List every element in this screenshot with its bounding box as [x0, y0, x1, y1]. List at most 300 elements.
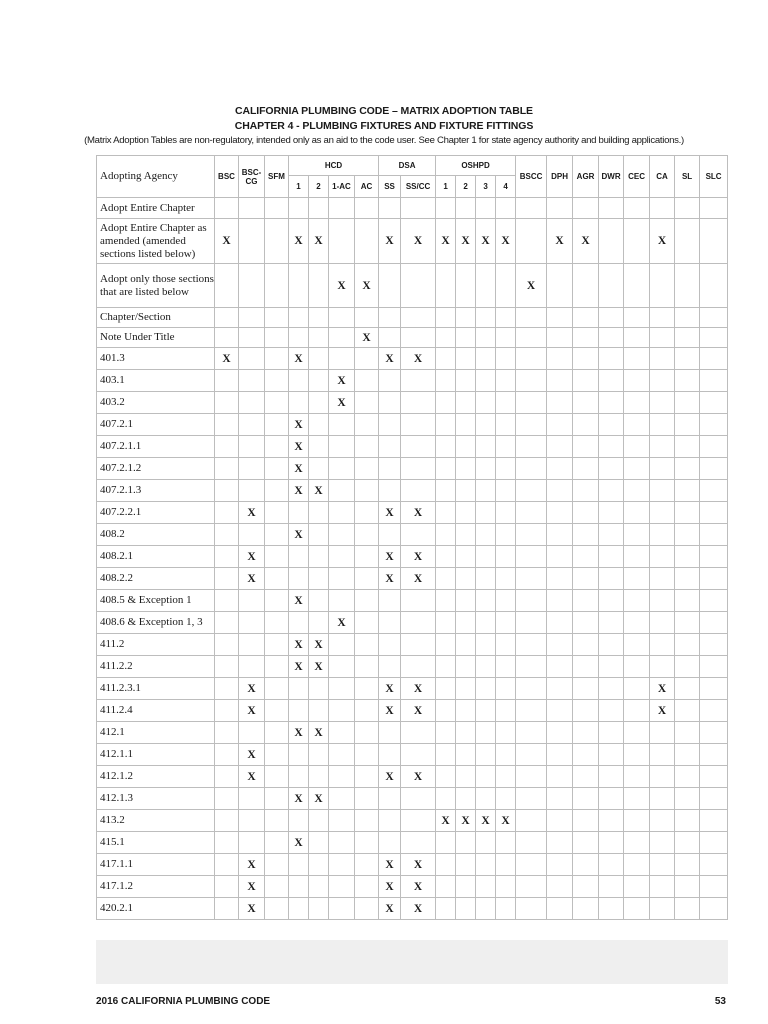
table-cell [329, 480, 355, 502]
table-cell [476, 590, 496, 612]
table-cell [289, 876, 309, 898]
table-row [97, 854, 728, 876]
table-cell [700, 634, 728, 656]
table-cell [599, 590, 624, 612]
table-cell [700, 546, 728, 568]
table-cell: X [401, 700, 436, 722]
table-cell: X [239, 898, 265, 920]
table-cell [401, 590, 436, 612]
page-title: CALIFORNIA PLUMBING CODE – MATRIX ADOPTION TABLE [235, 105, 533, 117]
table-cell [573, 898, 599, 920]
table-cell [650, 546, 675, 568]
table-cell: X [289, 458, 309, 480]
table-cell [355, 700, 379, 722]
table-cell: X [401, 502, 436, 524]
table-cell [599, 678, 624, 700]
table-cell [309, 700, 329, 722]
table-cell [650, 308, 675, 328]
table-cell [599, 458, 624, 480]
table-cell [675, 436, 700, 458]
row-label: 407.2.1.2 [97, 458, 215, 480]
table-cell [675, 219, 700, 264]
table-cell [624, 590, 650, 612]
table-cell [289, 700, 309, 722]
table-cell: X [379, 568, 401, 590]
table-cell: X [239, 766, 265, 788]
table-cell [675, 634, 700, 656]
table-cell: X [476, 219, 496, 264]
table-cell [624, 328, 650, 348]
table-cell [547, 700, 573, 722]
table-cell [675, 788, 700, 810]
table-cell: X [289, 656, 309, 678]
table-row [97, 480, 728, 502]
table-row [97, 524, 728, 546]
table-cell [516, 480, 547, 502]
table-cell [436, 744, 456, 766]
table-cell [599, 546, 624, 568]
table-cell [599, 722, 624, 744]
table-cell [265, 370, 289, 392]
row-label: 408.2 [97, 524, 215, 546]
table-cell [573, 524, 599, 546]
table-cell [265, 546, 289, 568]
table-cell: X [401, 568, 436, 590]
table-cell [379, 480, 401, 502]
table-cell: X [289, 788, 309, 810]
table-row [97, 370, 728, 392]
table-cell [650, 722, 675, 744]
table-cell [289, 502, 309, 524]
table-cell [456, 568, 476, 590]
table-cell [573, 744, 599, 766]
table-cell [516, 198, 547, 219]
table-cell [496, 766, 516, 788]
table-cell [675, 810, 700, 832]
table-cell: X [289, 219, 309, 264]
table-cell [436, 546, 456, 568]
table-cell [456, 480, 476, 502]
table-cell [516, 700, 547, 722]
table-cell: X [401, 546, 436, 568]
table-cell: X [289, 590, 309, 612]
table-cell [516, 458, 547, 480]
table-cell [436, 414, 456, 436]
table-cell [265, 612, 289, 634]
table-cell [573, 436, 599, 458]
table-cell [700, 524, 728, 546]
table-cell [379, 744, 401, 766]
row-label: Adopt Entire Chapter [97, 198, 215, 219]
table-cell [496, 744, 516, 766]
table-cell [675, 198, 700, 219]
table-cell [599, 198, 624, 219]
table-cell [476, 568, 496, 590]
table-cell [496, 612, 516, 634]
table-cell [650, 656, 675, 678]
table-cell [436, 832, 456, 854]
table-cell [650, 348, 675, 370]
table-cell [456, 590, 476, 612]
table-cell [547, 436, 573, 458]
table-cell [265, 788, 289, 810]
table-cell [215, 308, 239, 328]
col-header-sl: SL [675, 156, 700, 198]
row-label: 411.2.3.1 [97, 678, 215, 700]
table-cell [650, 198, 675, 219]
table-cell [215, 898, 239, 920]
table-cell: X [329, 370, 355, 392]
table-cell [547, 348, 573, 370]
table-cell [329, 766, 355, 788]
table-cell [573, 546, 599, 568]
table-cell [599, 308, 624, 328]
table-cell [496, 502, 516, 524]
table-cell: X [239, 876, 265, 898]
table-cell [329, 328, 355, 348]
table-cell [215, 634, 239, 656]
table-cell [456, 876, 476, 898]
table-cell [516, 502, 547, 524]
table-cell [599, 436, 624, 458]
table-cell [599, 700, 624, 722]
table-cell [599, 898, 624, 920]
table-cell [624, 788, 650, 810]
table-cell [456, 722, 476, 744]
table-cell [215, 876, 239, 898]
table-cell [650, 524, 675, 546]
table-cell [496, 656, 516, 678]
table-cell [215, 678, 239, 700]
table-cell [401, 612, 436, 634]
table-cell [289, 898, 309, 920]
table-cell [355, 876, 379, 898]
table-cell [476, 612, 496, 634]
table-cell: X [309, 722, 329, 744]
table-cell [516, 722, 547, 744]
table-cell [355, 898, 379, 920]
table-cell [516, 348, 547, 370]
table-cell: X [329, 264, 355, 308]
table-cell [436, 678, 456, 700]
table-cell [476, 722, 496, 744]
table-cell [355, 370, 379, 392]
table-cell [355, 524, 379, 546]
table-cell [355, 854, 379, 876]
table-cell [329, 590, 355, 612]
table-cell [329, 308, 355, 328]
table-cell [624, 524, 650, 546]
table-cell [516, 524, 547, 546]
table-cell: X [289, 436, 309, 458]
table-cell [329, 198, 355, 219]
table-cell [355, 788, 379, 810]
table-cell [215, 546, 239, 568]
table-cell [650, 810, 675, 832]
table-cell [650, 436, 675, 458]
table-cell: X [329, 392, 355, 414]
table-cell [650, 414, 675, 436]
table-cell [547, 392, 573, 414]
table-cell: X [547, 219, 573, 264]
table-cell [573, 308, 599, 328]
col-header-bscc: BSCC [516, 156, 547, 198]
table-cell [456, 502, 476, 524]
table-cell [476, 308, 496, 328]
table-cell [700, 414, 728, 436]
table-cell [436, 524, 456, 546]
table-cell [329, 832, 355, 854]
table-cell [547, 722, 573, 744]
table-cell [329, 876, 355, 898]
table-cell [547, 744, 573, 766]
table-cell [573, 458, 599, 480]
table-cell [675, 766, 700, 788]
row-label: 412.1.1 [97, 744, 215, 766]
table-cell [624, 700, 650, 722]
table-cell [379, 810, 401, 832]
table-cell [436, 370, 456, 392]
table-cell [496, 328, 516, 348]
row-label: Chapter/Section [97, 308, 215, 328]
table-cell [215, 590, 239, 612]
table-cell [265, 766, 289, 788]
table-cell [329, 678, 355, 700]
table-cell [329, 568, 355, 590]
table-cell [329, 854, 355, 876]
table-cell [547, 810, 573, 832]
table-cell [215, 264, 239, 308]
table-cell [456, 832, 476, 854]
table-cell: X [401, 219, 436, 264]
table-row [97, 264, 728, 308]
table-cell [379, 634, 401, 656]
table-cell [547, 656, 573, 678]
table-cell [456, 328, 476, 348]
table-row [97, 700, 728, 722]
table-cell [599, 634, 624, 656]
table-cell [476, 678, 496, 700]
table-cell [456, 700, 476, 722]
table-cell [700, 766, 728, 788]
page-header [0, 104, 768, 148]
table-cell [265, 198, 289, 219]
table-cell [401, 458, 436, 480]
table-cell [547, 524, 573, 546]
table-cell [309, 264, 329, 308]
table-cell [476, 502, 496, 524]
table-cell [700, 898, 728, 920]
table-cell [599, 348, 624, 370]
table-cell [599, 480, 624, 502]
table-cell [401, 308, 436, 328]
row-label: 401.3 [97, 348, 215, 370]
table-cell [476, 348, 496, 370]
table-cell [675, 590, 700, 612]
table-cell [215, 854, 239, 876]
table-cell [476, 876, 496, 898]
table-cell [265, 524, 289, 546]
row-label: 417.1.2 [97, 876, 215, 898]
table-cell [355, 832, 379, 854]
table-row [97, 308, 728, 328]
col-header-cec: CEC [624, 156, 650, 198]
table-cell [650, 744, 675, 766]
table-cell [476, 546, 496, 568]
table-cell [700, 308, 728, 328]
table-cell [265, 634, 289, 656]
table-cell [547, 480, 573, 502]
table-cell [436, 348, 456, 370]
table-cell [476, 392, 496, 414]
table-cell [456, 436, 476, 458]
table-cell [289, 328, 309, 348]
table-cell: X [379, 766, 401, 788]
table-cell [289, 370, 309, 392]
table-cell [329, 546, 355, 568]
table-cell [289, 568, 309, 590]
table-cell [265, 744, 289, 766]
table-cell [476, 854, 496, 876]
table-cell [355, 480, 379, 502]
table-cell [496, 678, 516, 700]
table-cell [476, 436, 496, 458]
table-cell [547, 198, 573, 219]
table-row [97, 590, 728, 612]
table-cell [215, 198, 239, 219]
col-header-dph: DPH [547, 156, 573, 198]
table-cell [355, 219, 379, 264]
table-cell [476, 832, 496, 854]
table-cell [547, 612, 573, 634]
table-cell [215, 568, 239, 590]
table-cell [215, 524, 239, 546]
table-cell [355, 414, 379, 436]
table-cell [401, 198, 436, 219]
row-label: 412.1.3 [97, 788, 215, 810]
table-cell [547, 854, 573, 876]
col-header-bsc: BSC [215, 156, 239, 198]
table-cell [265, 568, 289, 590]
table-cell [516, 810, 547, 832]
row-label: 408.2.2 [97, 568, 215, 590]
table-cell [436, 766, 456, 788]
table-row [97, 219, 728, 264]
table-cell [309, 766, 329, 788]
table-cell [379, 722, 401, 744]
table-cell [329, 414, 355, 436]
table-cell [436, 854, 456, 876]
row-label: 403.1 [97, 370, 215, 392]
table-cell [675, 328, 700, 348]
table-cell [650, 766, 675, 788]
table-cell [436, 700, 456, 722]
table-cell [547, 634, 573, 656]
table-cell [456, 546, 476, 568]
row-label: 407.2.1.3 [97, 480, 215, 502]
table-cell [265, 810, 289, 832]
table-row [97, 458, 728, 480]
table-cell [476, 700, 496, 722]
table-cell [650, 458, 675, 480]
table-cell [573, 198, 599, 219]
table-cell [401, 436, 436, 458]
table-cell [700, 264, 728, 308]
table-cell [496, 700, 516, 722]
table-cell [547, 590, 573, 612]
table-cell [239, 198, 265, 219]
table-cell: X [309, 634, 329, 656]
table-cell [329, 219, 355, 264]
table-cell [599, 414, 624, 436]
table-cell [239, 480, 265, 502]
table-cell [547, 678, 573, 700]
table-cell [624, 612, 650, 634]
table-cell [599, 744, 624, 766]
table-cell [265, 722, 289, 744]
table-cell [650, 634, 675, 656]
table-cell [289, 612, 309, 634]
table-cell: X [355, 328, 379, 348]
table-cell [436, 656, 456, 678]
table-cell [700, 436, 728, 458]
table-cell [700, 678, 728, 700]
table-cell [289, 198, 309, 219]
table-cell [265, 590, 289, 612]
table-cell [516, 678, 547, 700]
table-cell [573, 678, 599, 700]
table-cell: X [401, 876, 436, 898]
table-cell [496, 264, 516, 308]
table-cell [265, 656, 289, 678]
table-cell: X [239, 678, 265, 700]
col-header-dsa-ss: SS [379, 176, 401, 198]
table-row [97, 788, 728, 810]
table-cell [289, 392, 309, 414]
table-cell: X [436, 810, 456, 832]
col-header-ca: CA [650, 156, 675, 198]
table-cell [573, 502, 599, 524]
table-cell [476, 264, 496, 308]
table-row [97, 612, 728, 634]
table-cell [309, 876, 329, 898]
table-cell [516, 308, 547, 328]
table-cell [215, 722, 239, 744]
row-label: 411.2 [97, 634, 215, 656]
table-cell: X [476, 810, 496, 832]
table-cell [215, 328, 239, 348]
table-cell [496, 524, 516, 546]
table-cell [624, 656, 650, 678]
table-cell [573, 328, 599, 348]
table-cell [547, 898, 573, 920]
table-cell [215, 788, 239, 810]
table-cell [436, 264, 456, 308]
table-cell [573, 590, 599, 612]
table-cell [599, 568, 624, 590]
table-cell [547, 766, 573, 788]
table-cell [516, 656, 547, 678]
table-cell [309, 524, 329, 546]
table-cell [650, 788, 675, 810]
table-cell: X [379, 348, 401, 370]
table-cell [456, 854, 476, 876]
row-label: 407.2.2.1 [97, 502, 215, 524]
col-header-bsc-cg: BSC-CG [239, 156, 265, 198]
table-cell [289, 766, 309, 788]
table-cell [599, 788, 624, 810]
table-row [97, 198, 728, 219]
